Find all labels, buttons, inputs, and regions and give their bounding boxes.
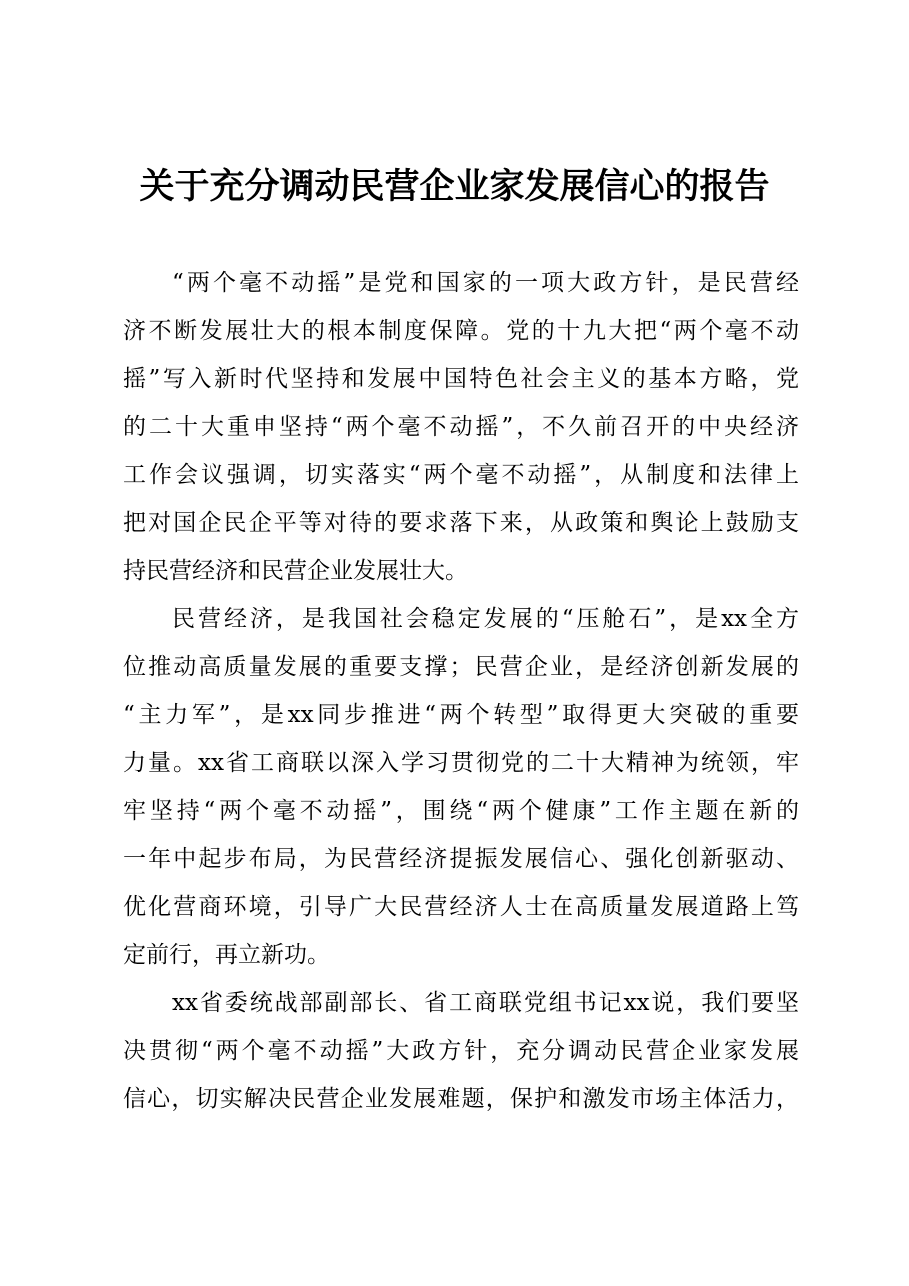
paragraph-1-line-6: 把对国企民企平等对待的要求落下来，从政策和舆论上鼓励支 [123,510,799,536]
paragraph-1-line-7: 持民营经济和民营企业发展壮大。 [123,558,468,584]
paragraph-2-line-2: 位推动高质量发展的重要支撑；民营企业，是经济创新发展的 [123,654,799,680]
paragraph-2-line-5: 牢坚持“两个毫不动摇”，围绕“两个健康”工作主题在新的 [123,798,799,824]
paragraph-2-line-1: 民营经济，是我国社会稳定发展的“压舱石”，是xx全方 [172,606,799,632]
paragraph-1-line-3: 摇”写入新时代坚持和发展中国特色社会主义的基本方略，党 [123,366,799,392]
paragraph-2-line-4: 力量。xx省工商联以深入学习贯彻党的二十大精神为统领，牢 [123,750,799,776]
paragraph-3-line-2: 决贯彻“两个毫不动摇”大政方针，充分调动民营企业家发展 [123,1038,799,1064]
document-title: 关于充分调动民营企业家发展信心的报告 [139,167,770,207]
paragraph-2-line-8: 定前行，再立新功。 [123,942,330,968]
paragraph-2-line-7: 优化营商环境，引导广大民营经济人士在高质量发展道路上笃 [123,894,799,920]
paragraph-1-line-5: 工作会议强调，切实落实“两个毫不动摇”，从制度和法律上 [123,462,799,488]
paragraph-2-line-3: “主力军”，是xx同步推进“两个转型”取得更大突破的重要 [123,702,799,728]
paragraph-2-line-6: 一年中起步布局，为民营经济提振发展信心、强化创新驱动、 [123,846,799,872]
paragraph-3-line-3: 信心，切实解决民营企业发展难题，保护和激发市场主体活力， [123,1086,799,1112]
paragraph-1-line-2: 济不断发展壮大的根本制度保障。党的十九大把“两个毫不动 [123,318,799,344]
paragraph-1-line-1: “两个毫不动摇”是党和国家的一项大政方针，是民营经 [172,270,799,296]
paragraph-1-line-4: 的二十大重申坚持“两个毫不动摇”，不久前召开的中央经济 [123,414,799,440]
paragraph-3-line-1: xx省委统战部副部长、省工商联党组书记xx说，我们要坚 [172,990,799,1016]
